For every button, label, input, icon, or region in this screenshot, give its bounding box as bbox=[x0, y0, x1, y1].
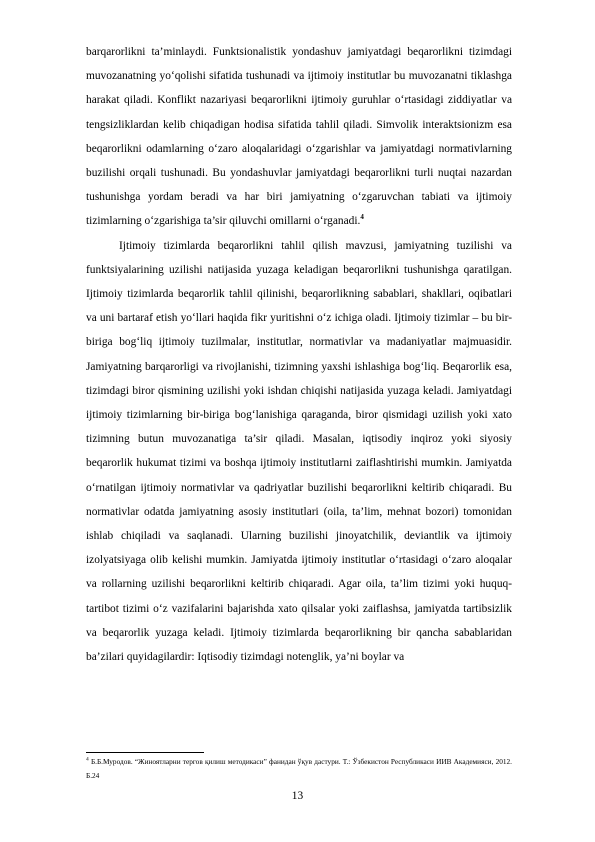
paragraph-1-text: barqarorlikni ta’minlaydi. Funktsionalistik yondashuv jamiyatdagi beqarorlikni tizimdagi muvozanatning yo‘qolishi sifatida tushunadi va ijtimoiy institutlar bu muvozanatni tiklashga harakat qiladi. Konflikt nazariyasi beqarorlikni ijtimoiy guruhlar o‘rtasidagi ziddiyatlar va tengsizliklardan kelib chiqadigan hodisa sifatida tahlil qiladi. Simvolik interaktsionizm esa beqarorlikni odamlarning o‘zaro aloqalaridagi o‘zgarishlar va jamiyatdagi normativlarning buzilishi orqali tushunadi. Bu yondashuvlar jamiyatdagi beqarorlikni turli nuqtai nazardan tushunishga yordam beradi va har biri jamiyatning o‘zgaruvchan tabiati va ijtimoiy tizimlarning o‘zgarishiga ta’sir qiluvchi omillarni o‘rganadi. bbox=[86, 46, 512, 228]
footnote bbox=[86, 755, 512, 783]
footnote-number: 4 bbox=[86, 756, 89, 763]
footnote-reference[interactable]: 4 bbox=[360, 213, 364, 222]
paragraph-2-text: Ijtimoiy tizimlarda beqarorlikni tahlil qilish mavzusi, jamiyatning tuzilishi va funktsiyalarining uzilishi natijasida yuzaga keladigan beqarorlikni tushunishga qaratilgan. Ijtimoiy tizimlarda beqarorlik tahlil qilinishi, beqarorlikning sabablari, shakllari, oqibatlari va uni bartaraf etish yo‘llari haqida fikr yuritishni o‘z ichiga oladi. Ijtimoiy tizimlar – bu bir-biriga bog‘liq ijtimoiy tuzilmalar, institutlar, normativlar va madaniyatlar majmuasidir. Jamiyatning barqarorligi va rivojlanishi, tizimning yaxshi ishlashiga bog‘liq. Beqarorlik esa, tizimdagi biror qismining uzilishi yoki ishdan chiqishi natijasida yuzaga keladi. Jamiyatdagi ijtimoiy tizimlarning bir-biriga bog‘lanishiga qaraganda, biror qismidagi uzilish yoki xato tizimning butun muvozanatiga ta’sir qiladi. Masalan, iqtisodiy inqiroz yoki siyosiy beqarorlik hukumat tizimi va boshqa ijtimoiy institutlarni zaiflashtirishi mumkin. Jamiyatda o‘rnatilgan ijtimoiy normativlar va qadriyatlar buzilishi beqarorlikni keltirib chiqaradi. Bu normativlar odatda jamiyatning asosiy institutlari (oila, ta’lim, mehnat bozori) tomonidan ishlab chiqiladi va saqlanadi. Ularning buzilishi jinoyatchilik, deviantlik va ijtimoiy izolyatsiyaga olib kelishi mumkin. Jamiyatda ijtimoiy institutlar o‘rtasidagi o‘zaro aloqalar va rollarning uzilishi beqarorlikni keltirib chiqaradi. Agar oila, ta’lim tizimi yoki huquq-tartibot tizimi o‘z vazifalarini bajarishda xato qilsalar yoki zaiflashsa, jamiyatda tartibsizlik va beqarorlik yuzaga keladi. Ijtimoiy tizimlarda beqarorlikning bir qancha sabablaridan ba’zilari quyidagilardir: Iqtisodiy tizimdagi notenglik, ya’ni boylar va bbox=[86, 239, 512, 664]
page-number: 13 bbox=[291, 790, 304, 802]
paragraph-2 bbox=[86, 234, 512, 670]
footnote-text: Б.Б.Муродов. “Жиноятларни тергов қилиш методикаси” фанидан ўқув дастури. Т.: Ўзбекистон Республикаси ИИВ Академияси, 2012. Б.24 bbox=[86, 757, 513, 780]
footnote-divider bbox=[86, 752, 204, 753]
body-text bbox=[86, 40, 512, 669]
paragraph-1 bbox=[86, 40, 512, 234]
